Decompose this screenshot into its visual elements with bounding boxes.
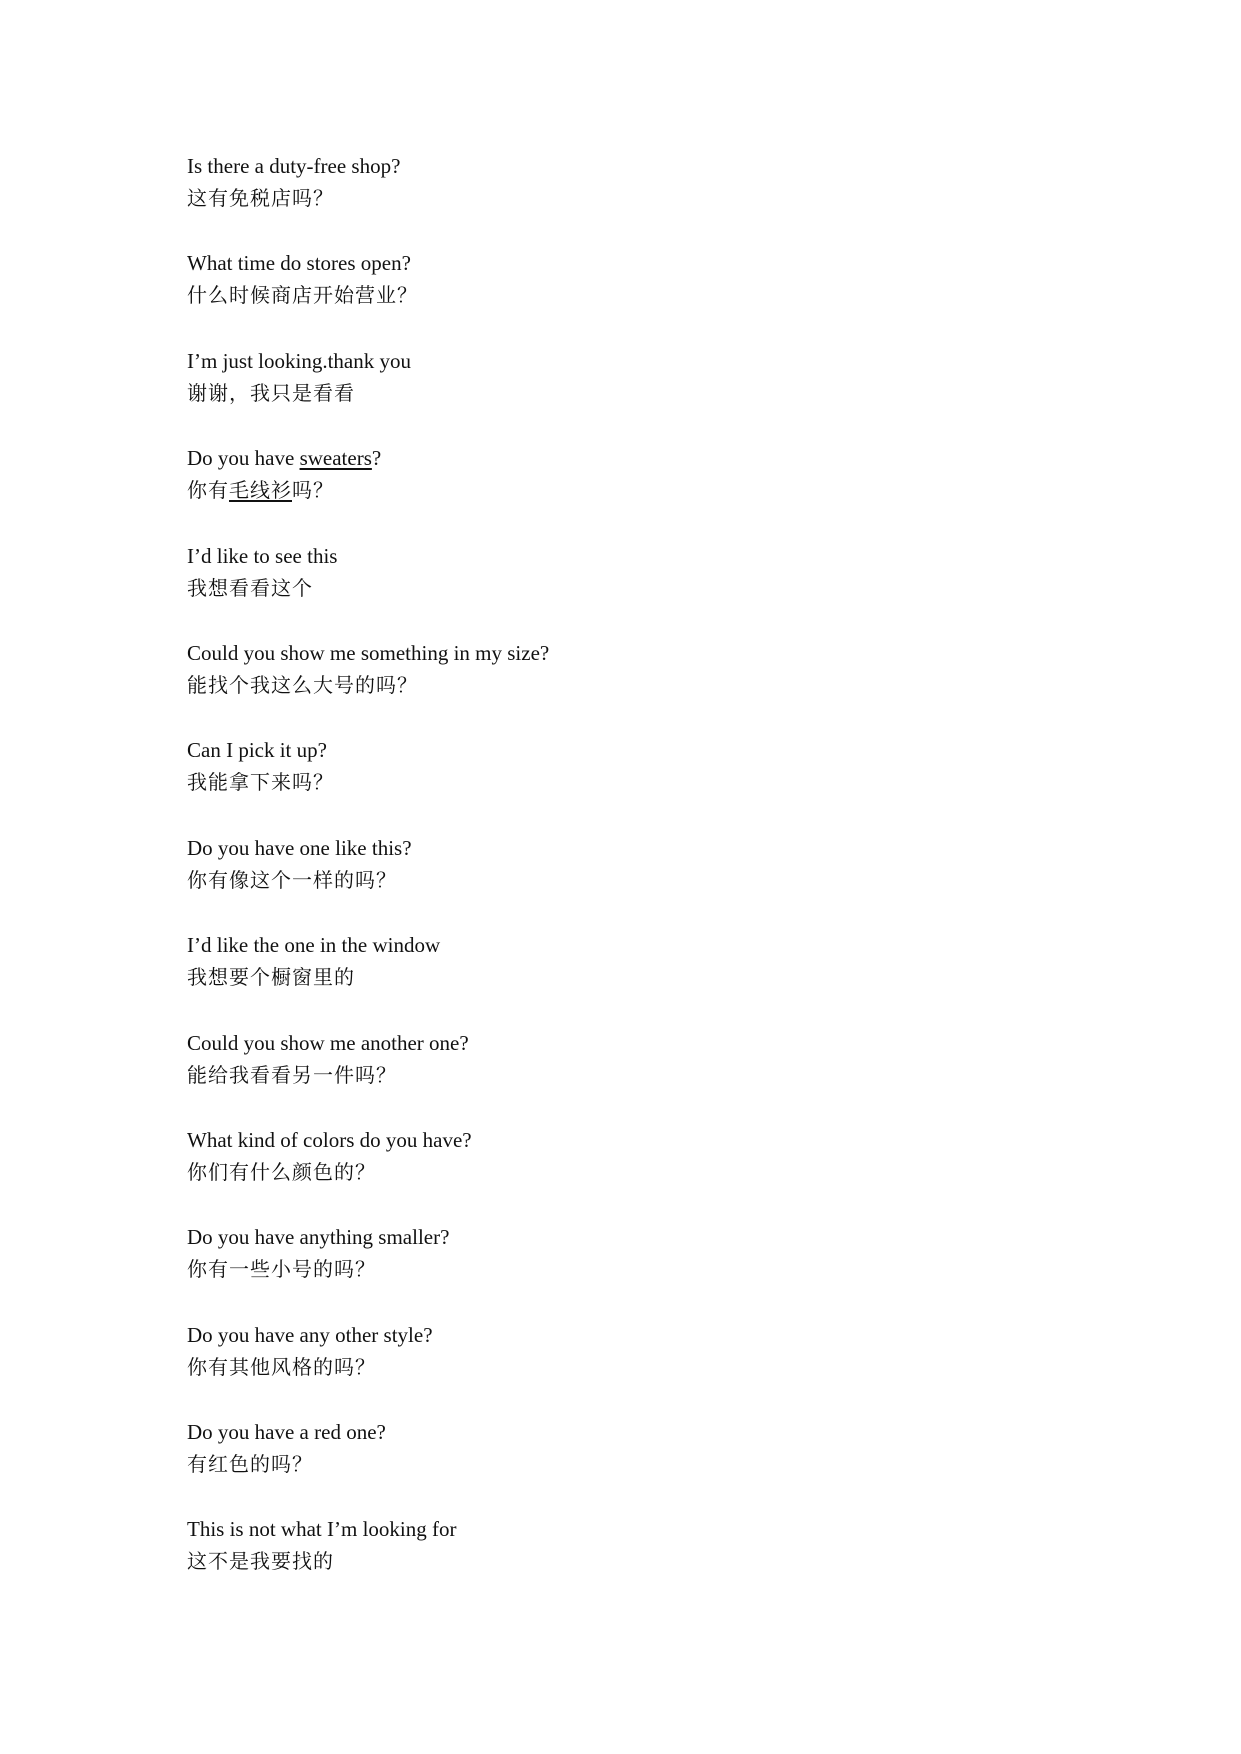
english-phrase: Do you have a red one? xyxy=(187,1420,386,1445)
english-phrase: Can I pick it up? xyxy=(187,738,327,763)
english-phrase: What time do stores open? xyxy=(187,251,411,276)
phrase-entry-store-hours xyxy=(187,247,1087,344)
phrase-entry-another-one xyxy=(187,1027,1087,1124)
chinese-translation: 这有免税店吗？ xyxy=(187,186,334,210)
chinese-translation: 你们有什么颜色的？ xyxy=(187,1159,376,1184)
phrase-entry-red-one xyxy=(187,1416,1087,1513)
chinese-translation: 这不是我要找的 xyxy=(187,1549,334,1574)
english-phrase: I’m just looking.thank you xyxy=(187,348,411,373)
english-phrase-after: ? xyxy=(371,446,382,471)
english-phrase: I’d like the one in the window xyxy=(187,933,441,958)
phrase-entry-one-like-this xyxy=(187,832,1087,929)
phrase-entry-just-looking xyxy=(187,345,1087,442)
phrase-list xyxy=(187,150,1087,1611)
chinese-phrase-before: 你有 xyxy=(187,478,229,503)
chinese-underlined-word: 毛线衫 xyxy=(229,478,292,503)
english-underlined-word: sweaters xyxy=(299,446,372,471)
phrase-entry-smaller xyxy=(187,1221,1087,1318)
chinese-translation xyxy=(187,474,1087,506)
english-phrase: Do you have anything smaller? xyxy=(187,1225,450,1250)
phrase-entry-other-style xyxy=(187,1319,1087,1416)
english-phrase: Could you show me something in my size? xyxy=(187,640,550,665)
english-phrase: Could you show me another one? xyxy=(187,1030,469,1055)
english-phrase: What kind of colors do you have? xyxy=(187,1127,472,1152)
phrase-entry-sweaters xyxy=(187,442,1087,539)
english-phrase: Do you have any other style? xyxy=(187,1322,433,1347)
chinese-translation: 有红色的吗？ xyxy=(187,1452,313,1477)
chinese-translation: 你有其他风格的吗？ xyxy=(187,1354,376,1379)
english-phrase: Is there a duty-free shop? xyxy=(187,154,401,178)
english-phrase: This is not what I’m looking for xyxy=(187,1517,457,1542)
chinese-translation: 能找个我这么大号的吗？ xyxy=(187,672,418,697)
chinese-translation: 能给我看看另一件吗？ xyxy=(187,1062,397,1087)
phrase-entry-see-this xyxy=(187,540,1087,637)
english-phrase: Do you have one like this? xyxy=(187,835,412,860)
chinese-translation: 我想看看这个 xyxy=(187,575,313,600)
phrase-entry-duty-free xyxy=(187,150,1087,247)
chinese-translation: 我能拿下来吗？ xyxy=(187,770,334,795)
phrase-entry-window xyxy=(187,929,1087,1026)
english-phrase: I’d like to see this xyxy=(187,543,338,568)
chinese-translation: 你有一些小号的吗？ xyxy=(187,1257,376,1282)
phrase-entry-my-size xyxy=(187,637,1087,734)
chinese-translation: 你有像这个一样的吗？ xyxy=(187,867,397,892)
phrase-entry-colors xyxy=(187,1124,1087,1221)
chinese-translation: 谢谢，我只是看看 xyxy=(187,380,355,405)
chinese-phrase-after: 吗？ xyxy=(292,478,334,503)
phrase-entry-not-looking-for xyxy=(187,1513,1087,1610)
phrase-entry-pick-it-up xyxy=(187,734,1087,831)
english-phrase xyxy=(187,442,1087,474)
chinese-translation: 我想要个橱窗里的 xyxy=(187,965,355,990)
english-phrase-before: Do you have xyxy=(187,446,300,471)
chinese-translation: 什么时候商店开始营业？ xyxy=(187,283,418,308)
